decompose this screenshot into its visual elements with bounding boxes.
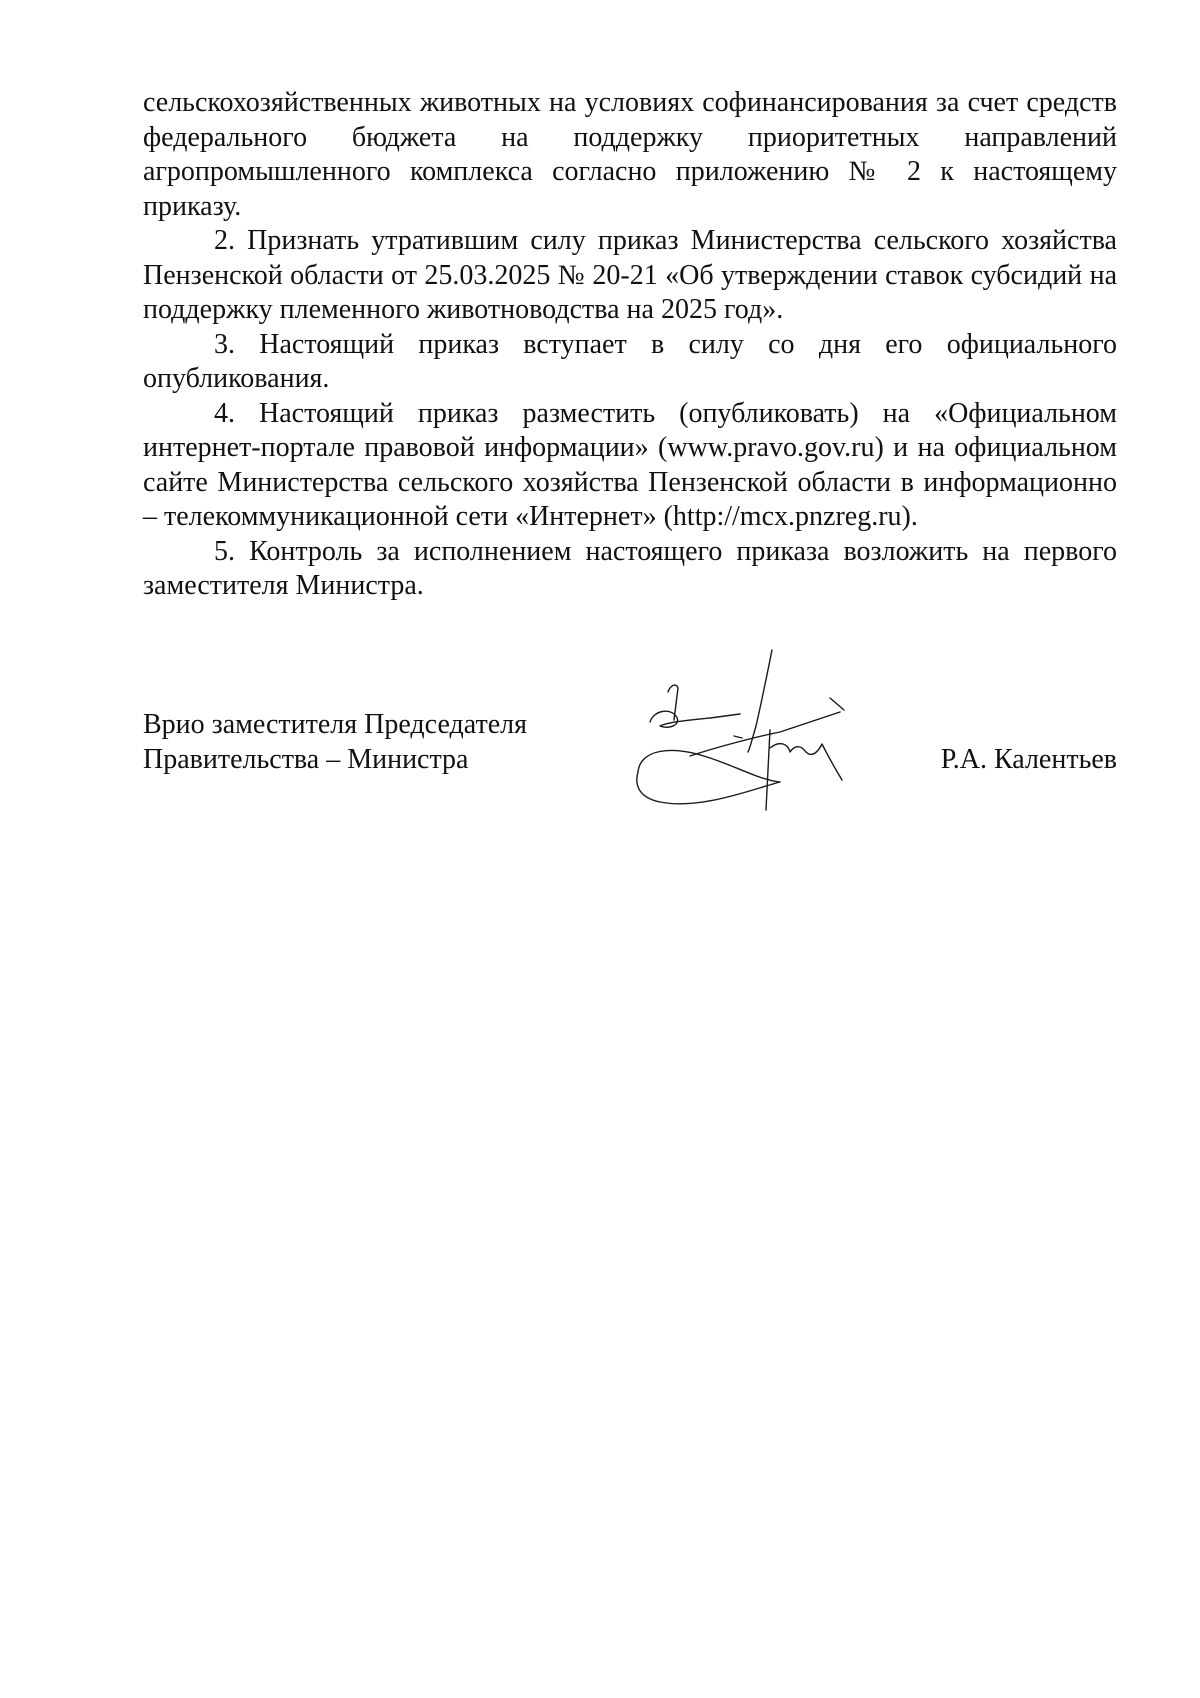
paragraph-item-5: 5. Контроль за исполнением настоящего приказа возложить на первого заместителя Министра.	[143, 535, 1117, 601]
signature-stroke-cross	[690, 712, 840, 756]
paragraph-item-3: 3. Настоящий приказ вступает в силу со дня его официального опубликования.	[143, 328, 1117, 394]
paragraph-continuation: сельскохозяйственных животных на условиях софинансирования за счет средств федерального бюджета на поддержку приоритетных направлений агропромышленного комплекса согласно приложению № 2 к настоящему приказу.	[143, 87, 1117, 222]
signature-stroke-mark	[668, 685, 678, 720]
signature-stroke-tail	[734, 698, 844, 738]
signature-stroke-sweep	[637, 750, 780, 803]
signatory-position-line-1: Врио заместителя Председателя	[143, 709, 527, 740]
signature-stroke-loop	[650, 711, 740, 727]
signatory-name: Р.А. Калентьев	[940, 743, 1117, 775]
signatory-position-line-2: Правительства – Министра	[143, 743, 469, 775]
paragraph-item-2: 2. Признать утратившим силу приказ Министерства сельского хозяйства Пензенской области от 25.03.2025 № 20-21 «Об утверждении ставок субсидий на поддержку племенного животноводства на 2025 год».	[143, 225, 1117, 325]
signature-stroke-letters	[766, 730, 842, 810]
paragraph-item-4: 4. Настоящий приказ разместить (опубликовать) на «Официальном интернет-портале правовой информации» (www.pravo.gov.ru) и на официальном сайте Министерства сельского хозяйства Пензенской области в информационно – телекоммуникационной сети «Интернет» (http://mcx.pnzreg.ru).	[143, 397, 1117, 532]
handwritten-signature-image	[630, 640, 890, 820]
document-body	[143, 86, 1117, 604]
signatory-position	[143, 708, 527, 777]
